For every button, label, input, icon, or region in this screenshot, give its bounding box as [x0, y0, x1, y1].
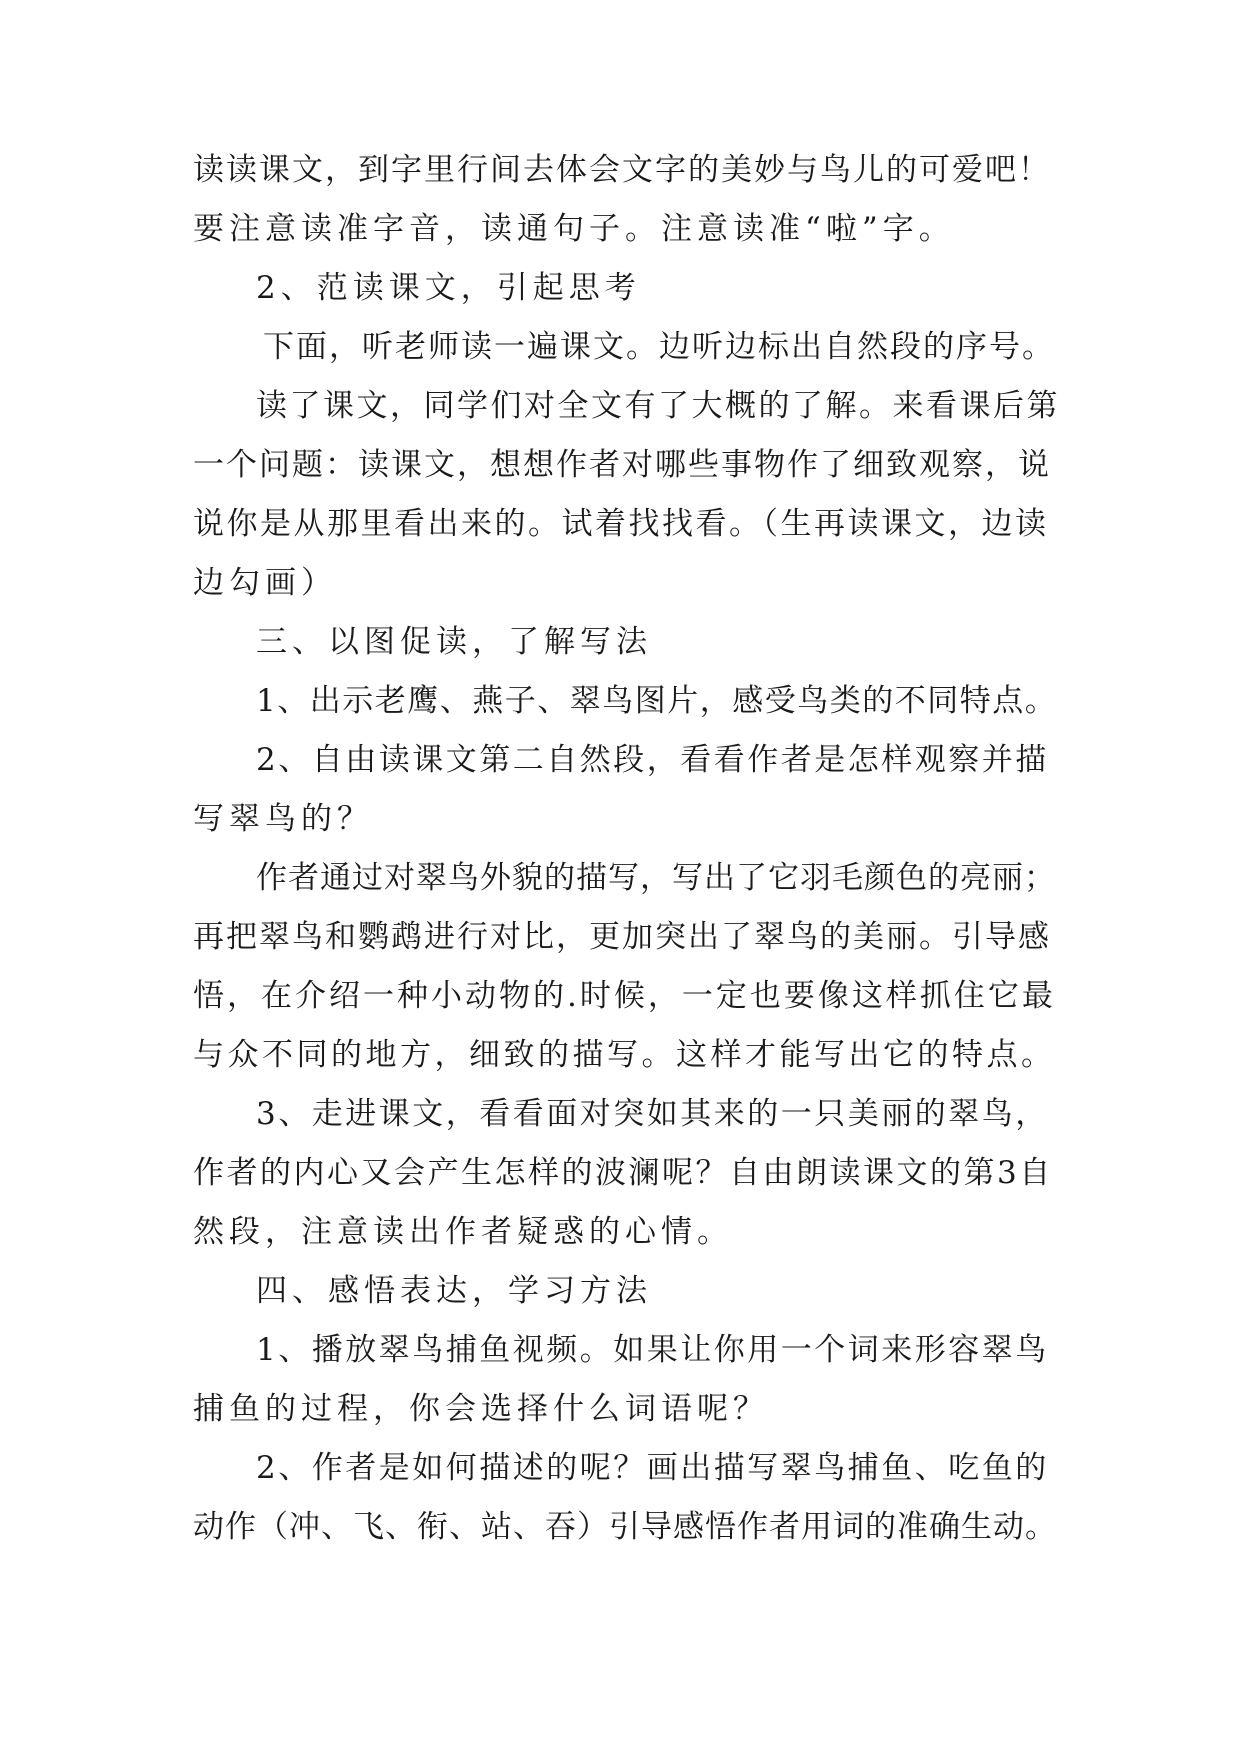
text-line: 2、作者是如何描述的呢？画出描写翠鸟捕鱼、吃鱼的	[256, 1450, 1049, 1486]
section-heading: 三、以图促读，了解写法	[256, 624, 652, 660]
text-line: 写翠鸟的？	[193, 801, 373, 837]
text-line: 再把翠鸟和鹦鹉进行对比，更加突出了翠鸟的美丽。引导感	[193, 919, 1051, 955]
text-line: 捕鱼的过程，你会选择什么词语呢？	[193, 1391, 769, 1427]
section-heading: 2、范读课文，引起思考	[256, 270, 641, 306]
section-heading: 四、感悟表达，学习方法	[256, 1273, 652, 1309]
text-line: 1、出示老鹰、燕子、翠鸟图片，感受鸟类的不同特点。	[256, 683, 1058, 719]
text-line: 作者的内心又会产生怎样的波澜呢？自由朗读课文的第3自	[193, 1155, 1053, 1191]
text-line: 3、走进课文，看看面对突如其来的一只美丽的翠鸟，	[256, 1096, 1049, 1132]
text-line: 1、播放翠鸟捕鱼视频。如果让你用一个词来形容翠鸟	[256, 1332, 1049, 1368]
text-line: 读读课文，到字里行间去体会文字的美妙与鸟儿的可爱吧！	[193, 152, 1051, 188]
text-line: 要注意读准字音，读通句子。注意读准“啦”字。	[193, 211, 955, 247]
text-line: 2、自由读课文第二自然段，看看作者是怎样观察并描	[256, 742, 1049, 778]
text-line: 与众不同的地方，细致的描写。这样才能写出它的特点。	[193, 1037, 1056, 1073]
text-line: 读了课文，同学们对全文有了大概的了解。来看课后第	[256, 388, 1060, 424]
text-line: 下面，听老师读一遍课文。边听边标出自然段的序号。	[263, 329, 1055, 365]
text-line: 作者通过对翠鸟外貌的描写，写出了它羽毛颜色的亮丽；	[256, 860, 1056, 896]
text-line: 然段，注意读出作者疑惑的心情。	[193, 1214, 733, 1250]
text-line: 边勾画）	[193, 565, 337, 601]
text-line: 一个问题：读课文，想想作者对哪些事物作了细致观察，说	[193, 447, 1051, 483]
text-line: 说你是从那里看出来的。试着找找看。（生再读课文，边读	[193, 506, 1049, 542]
text-line: 悟，在介绍一种小动物的.时候，一定也要像这样抓住它最	[193, 978, 1056, 1014]
text-line: 动作（冲、飞、衔、站、吞）引导感悟作者用词的准确生动。	[193, 1509, 1057, 1545]
